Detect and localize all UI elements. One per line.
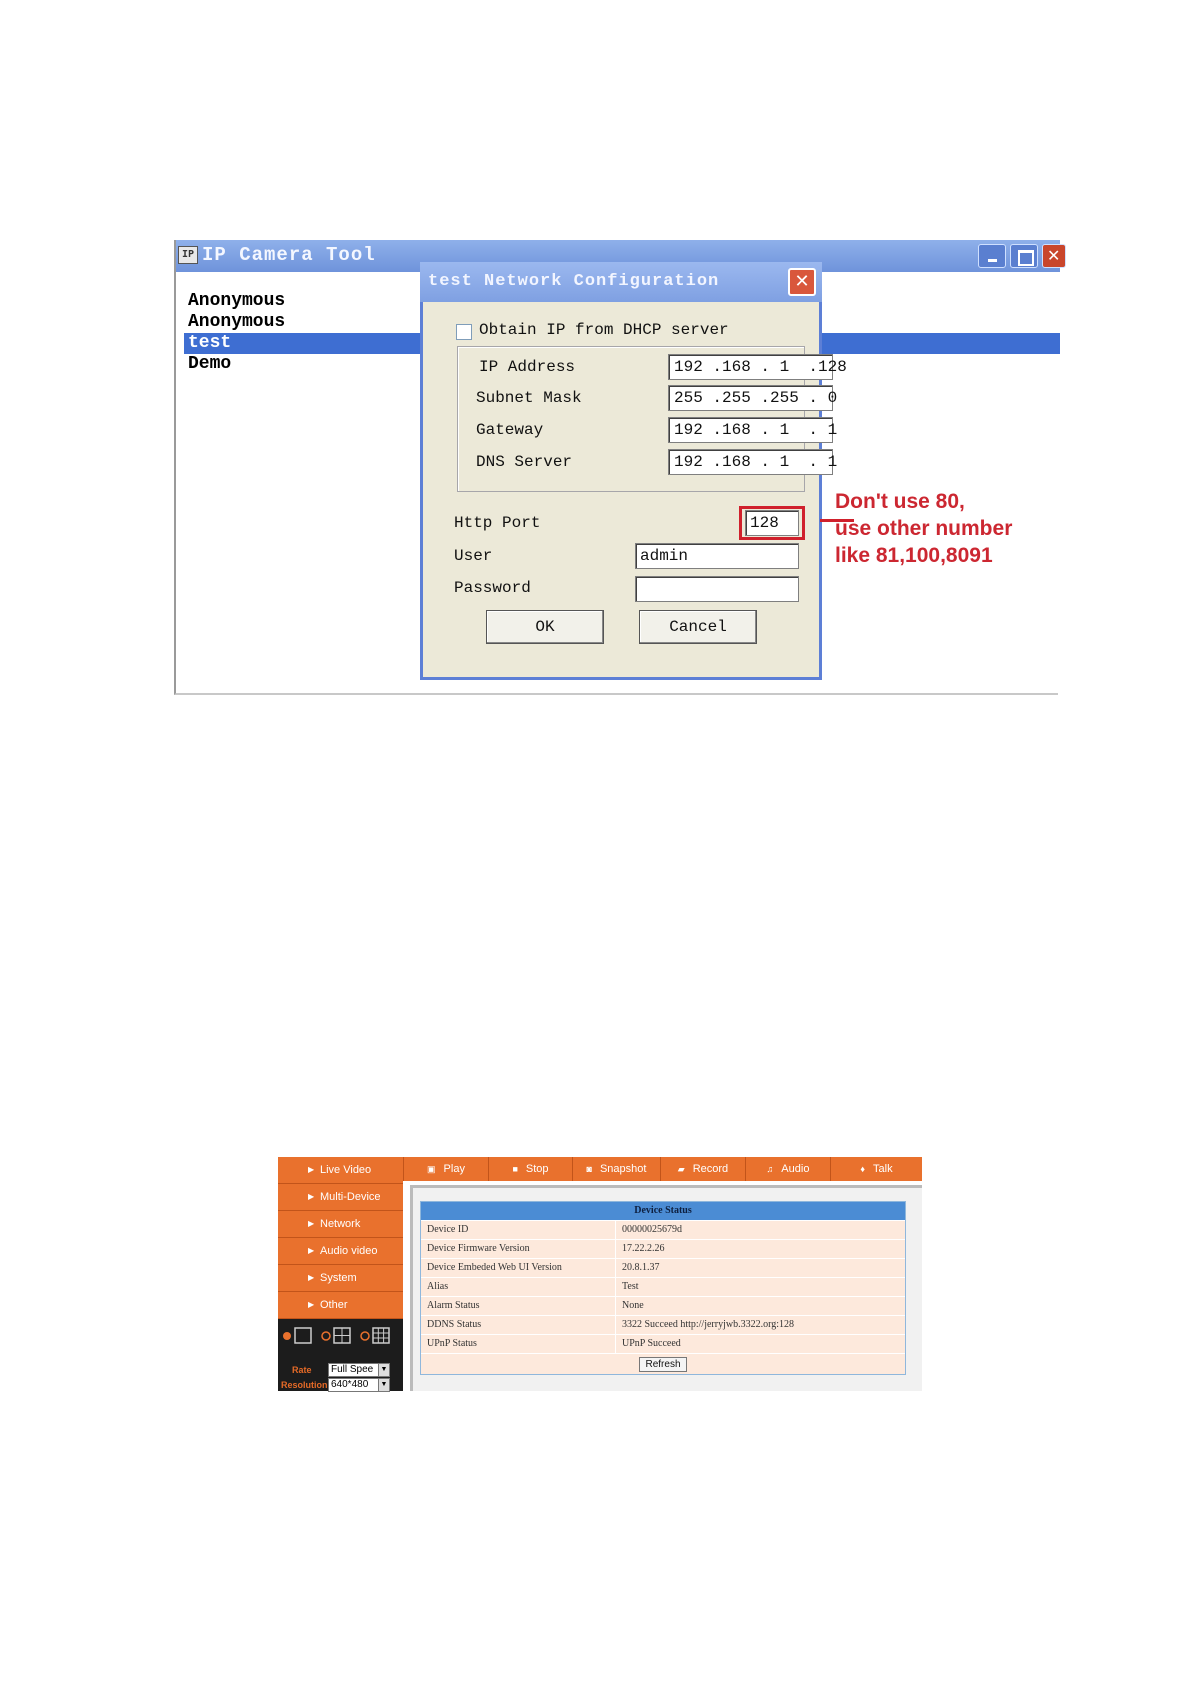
subnet-mask-field[interactable]: 255 .255 .255 . 0 [668,385,833,411]
stop-button[interactable] [488,1157,572,1181]
annotation-line-3: like 81,100,8091 [835,544,993,567]
row-key: Alias [421,1278,616,1296]
window-title: IP Camera Tool [202,244,376,266]
play-button[interactable] [403,1157,488,1181]
dhcp-label: Obtain IP from DHCP server [479,321,729,339]
dns-server-label: DNS Server [476,453,573,471]
record-button[interactable] [660,1157,745,1181]
single-view-icon [295,1328,311,1343]
table-row [421,1258,905,1277]
talk-button[interactable] [830,1157,922,1181]
arrow-right-icon: ▶ [308,1246,315,1255]
dhcp-checkbox[interactable] [456,324,472,340]
video-camera-icon: ▰ [677,1164,685,1174]
sidebar-item-audio-video[interactable] [278,1238,403,1265]
sidebar-item-label: System [320,1272,357,1284]
nine-view-icon [373,1328,389,1343]
rate-label: Rate [292,1365,312,1375]
rate-select[interactable] [328,1363,390,1377]
row-key: Device Embeded Web UI Version [421,1259,616,1277]
arrow-right-icon: ▶ [308,1219,315,1228]
device-status-table [420,1201,906,1375]
chevron-down-icon: ▼ [378,1379,389,1391]
user-field[interactable]: admin [635,543,799,569]
row-value: None [622,1300,644,1311]
minimize-icon[interactable] [978,244,1006,268]
network-configuration-dialog [420,262,847,680]
content-area [410,1185,922,1391]
ip-settings-group [457,346,847,492]
dialog-titlebar [420,262,822,302]
sidebar-item-network[interactable] [278,1211,403,1238]
snapshot-label: Snapshot [599,1163,647,1175]
ip-camera-tool-window [174,240,1061,695]
dns-server-field[interactable]: 192 .168 . 1 . 1 [668,449,833,475]
maximize-icon[interactable] [1010,244,1038,268]
table-row [421,1334,905,1353]
toolbar [403,1157,922,1181]
password-field[interactable] [635,576,799,602]
table-footer [421,1353,905,1374]
dialog-close-icon[interactable]: ✕ [788,268,816,296]
resolution-select[interactable] [328,1378,390,1392]
arrow-right-icon: ▶ [308,1165,315,1174]
row-value: 20.8.1.37 [622,1262,660,1273]
ip-address-field[interactable]: 192 .168 . 1 .128 [668,354,833,380]
row-key: Alarm Status [421,1297,616,1315]
table-row [421,1239,905,1258]
app-icon: IP [178,246,198,264]
password-label: Password [454,579,531,597]
row-value: 3322 Succeed http://jerryjwb.3322.org:128 [622,1319,795,1330]
sidebar-item-multi-device[interactable] [278,1184,403,1211]
port-warning-annotation [835,488,1012,569]
sidebar-item-live-video[interactable] [278,1157,403,1184]
radio-selected-icon [283,1332,291,1340]
row-key: Device ID [421,1221,616,1239]
row-value: 00000025679d [622,1224,682,1235]
arrow-right-icon: ▶ [308,1273,315,1282]
device-item-anonymous-2[interactable]: Anonymous [188,312,286,332]
row-key: Device Firmware Version [421,1240,616,1258]
sidebar-item-system[interactable] [278,1265,403,1292]
headphones-icon: ♫ [766,1164,774,1174]
subnet-mask-label: Subnet Mask [476,389,582,407]
camera-icon: ◙ [586,1164,592,1174]
gateway-field[interactable]: 192 .168 . 1 . 1 [668,417,833,443]
device-item-anonymous-1[interactable]: Anonymous [188,291,286,311]
refresh-button[interactable]: Refresh [639,1357,687,1372]
play-label: Play [443,1163,465,1175]
stop-icon: ■ [512,1164,518,1174]
table-row [421,1315,905,1334]
audio-label: Audio [781,1163,810,1175]
http-port-highlight [739,506,805,540]
chevron-down-icon: ▼ [378,1364,389,1376]
radio-icon [322,1332,330,1340]
web-ui-device-status [278,1157,922,1391]
sidebar-item-label: Other [320,1299,348,1311]
ok-button[interactable]: OK [486,610,604,644]
play-icon: ▣ [427,1164,436,1174]
layout-selector[interactable] [278,1323,403,1357]
arrow-right-icon: ▶ [308,1300,315,1309]
sidebar-item-label: Live Video [320,1164,372,1176]
table-row [421,1277,905,1296]
table-row [421,1296,905,1315]
row-value: Test [622,1281,639,1292]
talk-label: Talk [873,1163,893,1175]
dialog-title: test Network Configuration [428,272,720,291]
http-port-label: Http Port [454,514,541,532]
resolution-label: Resolution [281,1380,328,1390]
row-key: DDNS Status [421,1316,616,1334]
sidebar-item-label: Multi-Device [320,1191,381,1203]
table-row [421,1220,905,1239]
annotation-line-1: Don't use 80, [835,490,965,513]
view-control-panel [278,1319,403,1391]
row-value: UPnP Succeed [622,1338,681,1349]
sidebar-item-label: Network [320,1218,361,1230]
device-item-test[interactable]: test [184,333,1060,354]
audio-button[interactable] [745,1157,830,1181]
annotation-line-2: use other number [835,517,1013,540]
row-key: UPnP Status [421,1335,616,1353]
close-icon[interactable]: ✕ [1042,244,1066,268]
arrow-right-icon: ▶ [308,1192,315,1201]
device-item-demo[interactable]: Demo [188,354,232,374]
cancel-button[interactable]: Cancel [639,610,757,644]
resolution-value: 640*480 [331,1379,369,1390]
device-status-title: Device Status [421,1202,905,1220]
stop-label: Stop [525,1163,549,1175]
rate-value: Full Spee [331,1364,374,1375]
record-label: Record [692,1163,729,1175]
sidebar-item-label: Audio video [320,1245,378,1257]
ip-address-label: IP Address [479,358,576,376]
radio-icon [361,1332,369,1340]
http-port-field[interactable]: 128 [745,510,799,536]
sidebar-item-other[interactable] [278,1292,403,1319]
row-value: 17.22.2.26 [622,1243,665,1254]
gateway-label: Gateway [476,421,544,439]
snapshot-button[interactable] [572,1157,660,1181]
microphone-icon: ♦ [860,1164,866,1174]
user-label: User [454,547,493,565]
